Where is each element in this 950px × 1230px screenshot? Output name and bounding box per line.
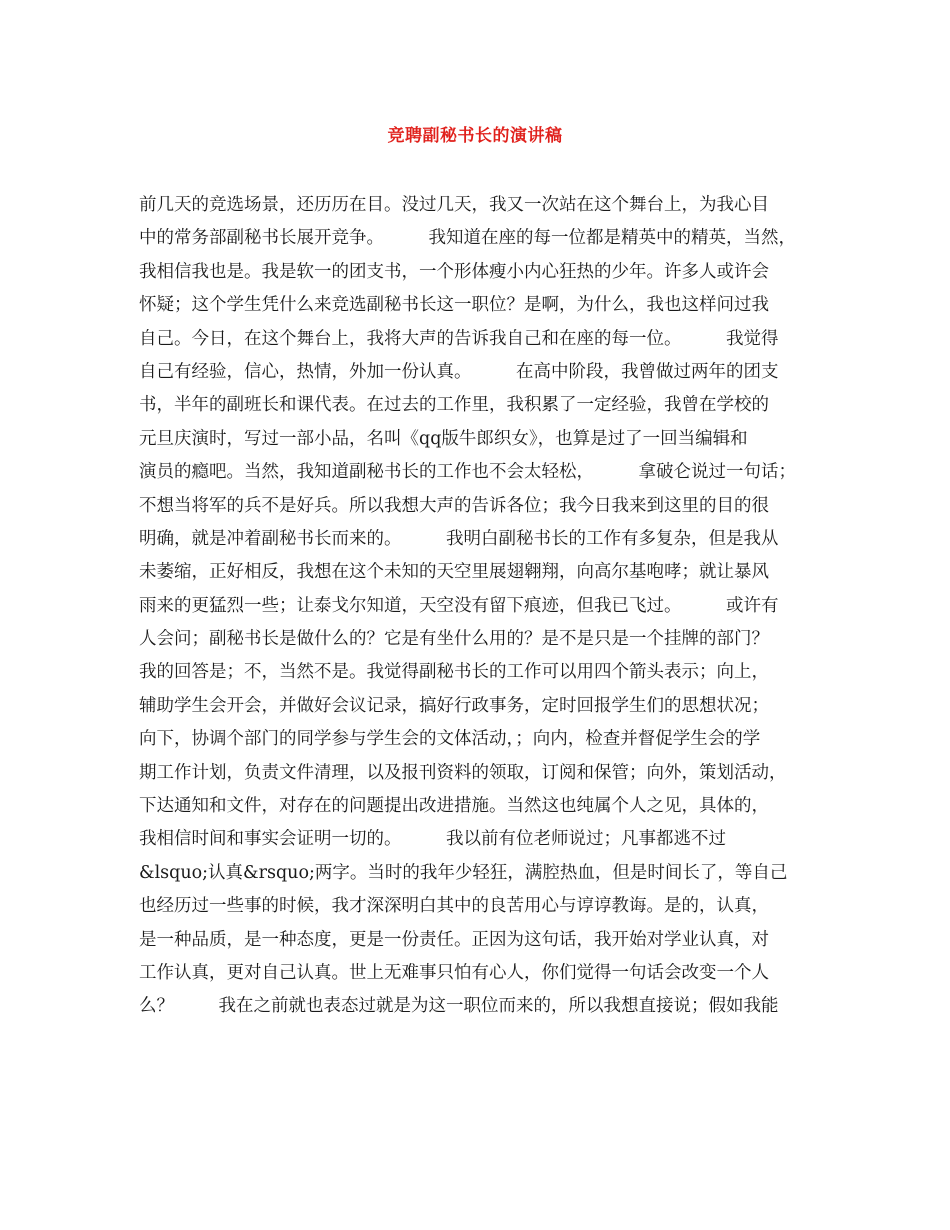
body-line: 我相信我也是。我是软一的团支书，一个形体瘦小内心狂热的少年。许多人或许会: [139, 261, 769, 282]
body-line: 是一种品质，是一种态度，更是一份责任。正因为这句话，我开始对学业认真，对: [139, 929, 769, 950]
body-line: 下达通知和文件，对存在的问题提出改进措施。当然这也纯属个人之见，具体的，: [139, 796, 769, 817]
body-line: 向下，协调个部门的同学参与学生会的文体活动，；向内，检查并督促学生会的学: [139, 729, 761, 750]
body-line: 演员的瘾吧。当然，我知道副秘书长的工作也不会太轻松， 拿破仑说过一句话；: [139, 462, 796, 483]
body-line: 不想当将军的兵不是好兵。所以我想大声的告诉各位；我今日我来到这里的目的很: [139, 495, 769, 516]
body-line: 明确，就是冲着副秘书长而来的。 我明白副秘书长的工作有多复杂，但是我从: [139, 528, 779, 549]
body-line: 雨来的更猛烈一些；让泰戈尔知道，天空没有留下痕迹，但我已飞过。 或许有: [139, 595, 779, 616]
document-title: 竞聘副秘书长的演讲稿: [387, 126, 563, 146]
body-line: 辅助学生会开会，并做好会议记录，搞好行政事务，定时回报学生们的思想状况；: [139, 695, 769, 716]
body-line: 期工作计划，负责文件清理，以及报刊资料的领取，订阅和保管；向外，策划活动，: [139, 762, 787, 783]
body-line: 么？ 我在之前就也表态过就是为这一职位而来的，所以我想直接说；假如我能: [139, 996, 779, 1017]
body-line: 自己有经验，信心，热情，外加一份认真。 在高中阶段，我曾做过两年的团支: [139, 361, 779, 382]
body-line: 我的回答是；不，当然不是。我觉得副秘书长的工作可以用四个箭头表示；向上，: [139, 662, 769, 683]
body-line: 我相信时间和事实会证明一切的。 我以前有位老师说过；凡事都逃不过: [139, 829, 726, 850]
body-line: 人会问；副秘书长是做什么的？它是有坐什么用的？是不是只是一个挂牌的部门？: [139, 629, 769, 650]
body-line: 未萎缩，正好相反，我想在这个未知的天空里展翅翱翔，向高尔基咆哮；就让暴风: [139, 562, 769, 583]
document-body: [139, 189, 839, 1024]
body-line: &lsquo;认真&rsquo;两字。当时的我年少轻狂，满腔热血，但是时间长了，等自己: [139, 862, 788, 883]
body-line: 元旦庆演时，写过一部小品，名叫《qq版牛郎织女》，也算是过了一回当编辑和: [139, 428, 748, 449]
body-line: 中的常务部副秘书长展开竞争。 我知道在座的每一位都是精英中的精英，当然，: [139, 228, 796, 249]
body-line: 书，半年的副班长和课代表。在过去的工作里，我积累了一定经验，我曾在学校的: [139, 395, 769, 416]
body-line: 自己。今日，在这个舞台上，我将大声的告诉我自己和在座的每一位。 我觉得: [139, 328, 779, 349]
body-line: 前几天的竞选场景，还历历在目。没过几天，我又一次站在这个舞台上，为我心目: [139, 195, 769, 215]
body-line: 怀疑；这个学生凭什么来竞选副秘书长这一职位？是啊，为什么，我也这样问过我: [139, 295, 769, 316]
body-line: 工作认真，更对自己认真。世上无难事只怕有心人，你们觉得一句话会改变一个人: [139, 962, 769, 983]
body-line: 也经历过一些事的时候，我才深深明白其中的良苦用心与谆谆教诲。是的，认真，: [139, 896, 769, 917]
